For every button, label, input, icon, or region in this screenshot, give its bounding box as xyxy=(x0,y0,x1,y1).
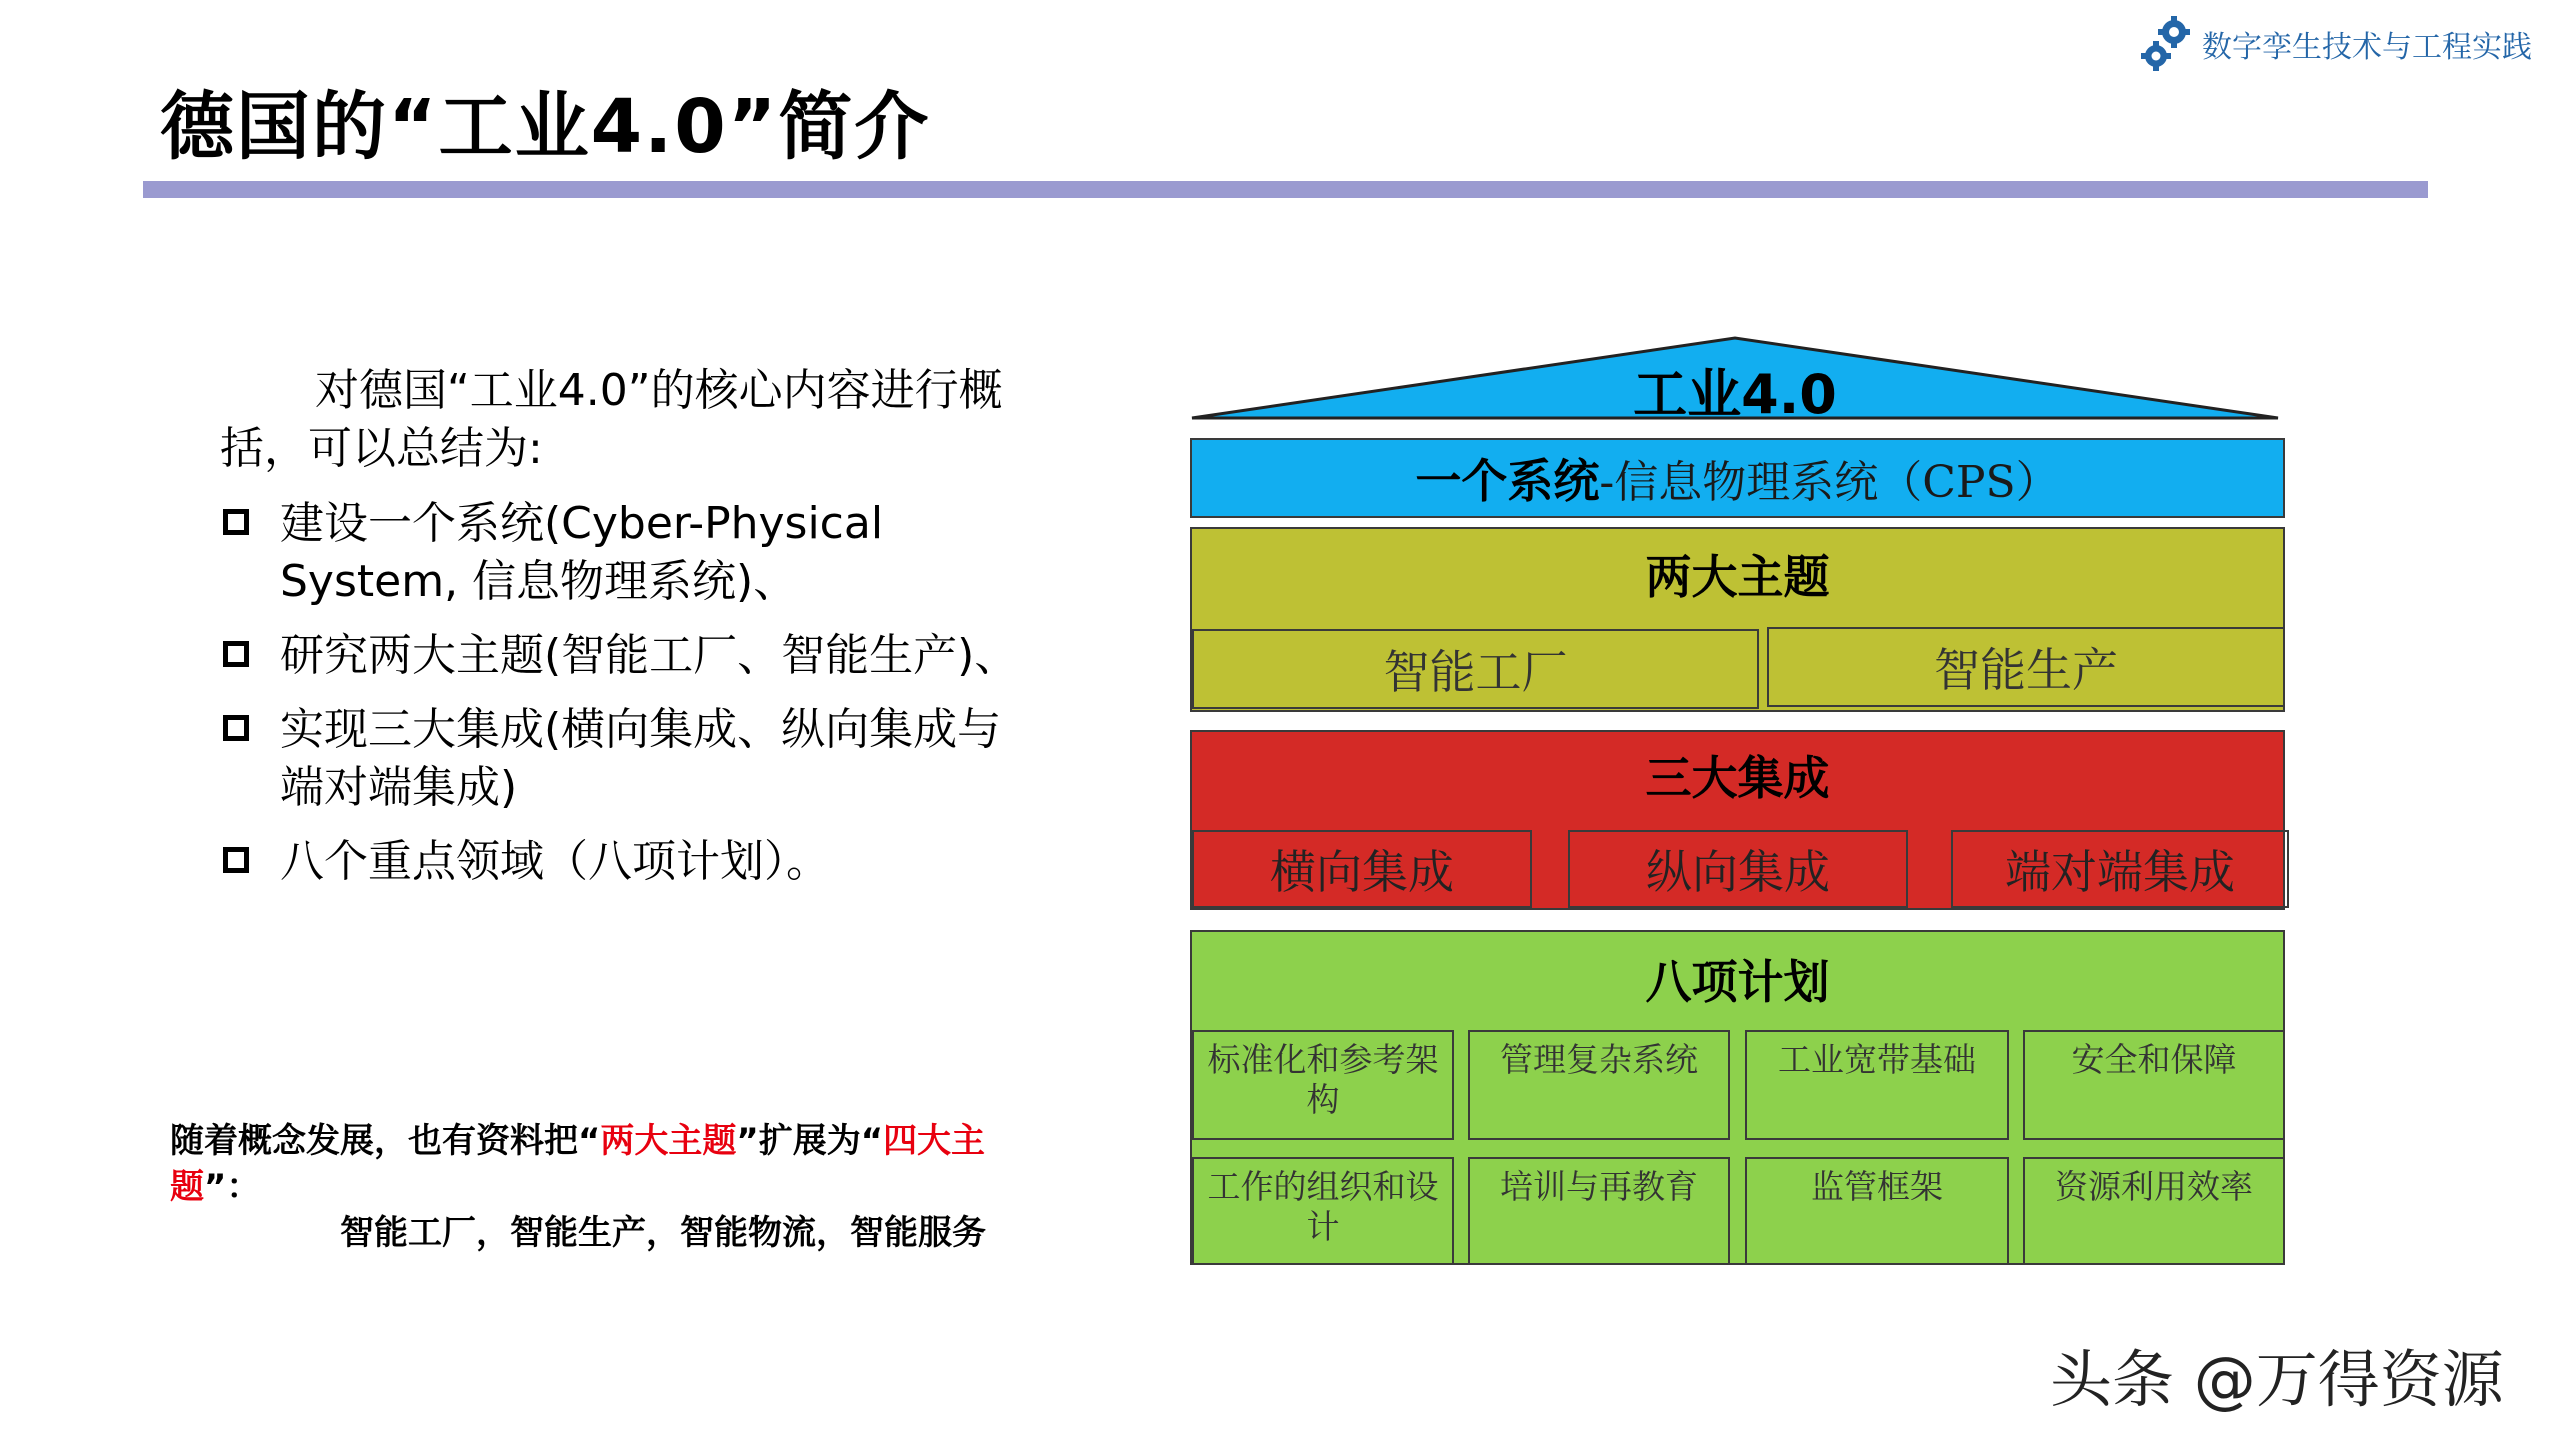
note-highlight: 两大主题 xyxy=(600,1121,737,1161)
note-line-1 xyxy=(170,1118,1040,1210)
bullet-text: 建设一个系统(Cyber-Physical System, 信息物理系统)、 xyxy=(280,498,884,607)
square-bullet-icon xyxy=(223,509,249,535)
themes-title: 两大主题 xyxy=(1645,550,1830,604)
plan-item: 标准化和参考架构 xyxy=(1192,1030,1454,1140)
roof-label: 工业4.0 xyxy=(1633,363,1837,426)
brand-name: 数字孪生技术与工程实践 xyxy=(2202,30,2532,65)
theme-item: 智能工厂 xyxy=(1192,629,1759,709)
note-part: 随着概念发展，也有资料把“ xyxy=(170,1121,601,1161)
square-bullet-icon xyxy=(223,641,249,667)
intro-text: 对德国“工业4.0”的核心内容进行概括，可以总结为: xyxy=(220,365,1003,474)
bullet-item xyxy=(220,495,1040,611)
square-bullet-icon xyxy=(223,715,249,741)
cps-subtitle: -信息物理系统（CPS） xyxy=(1599,457,2060,508)
bullet-list xyxy=(220,495,1040,907)
note-highlight: 四大主题 xyxy=(170,1121,986,1207)
gears-icon xyxy=(2140,14,2194,74)
note-part: ”扩展为“ xyxy=(736,1121,884,1161)
theme-item: 智能生产 xyxy=(1767,627,2285,707)
square-bullet-icon xyxy=(223,847,249,873)
bullet-item xyxy=(220,627,1040,685)
plan-item: 工作的组织和设计 xyxy=(1192,1157,1454,1265)
plan-item: 管理复杂系统 xyxy=(1468,1030,1730,1140)
integrations-title: 三大集成 xyxy=(1645,751,1830,805)
cps-tier xyxy=(1190,438,2285,518)
watermark: 头条 @万得资源 xyxy=(2050,1343,2504,1416)
bullet-text: 实现三大集成(横向集成、纵向集成与端对端集成) xyxy=(280,704,1002,813)
note-line-2: 智能工厂，智能生产，智能物流，智能服务 xyxy=(340,1213,986,1253)
bullet-text: 八个重点领域（八项计划）。 xyxy=(280,836,830,887)
bullet-item xyxy=(220,701,1040,817)
integrations-tier xyxy=(1190,730,2285,910)
note-text xyxy=(170,1118,1040,1256)
integration-item: 端对端集成 xyxy=(1951,830,2289,908)
plan-item: 监管框架 xyxy=(1745,1157,2009,1265)
integration-item: 横向集成 xyxy=(1192,830,1532,908)
plan-item: 资源利用效率 xyxy=(2023,1157,2285,1265)
cps-title: 一个系统 xyxy=(1415,454,1600,508)
note-part: ”： xyxy=(204,1167,261,1207)
bullet-item xyxy=(220,833,1040,891)
plan-tier xyxy=(1190,930,2285,1265)
page-title: 德国的“工业4.0”简介 xyxy=(160,84,931,170)
plan-title: 八项计划 xyxy=(1645,955,1830,1009)
integration-item: 纵向集成 xyxy=(1568,830,1908,908)
title-divider xyxy=(143,181,2428,198)
plan-item: 培训与再教育 xyxy=(1468,1157,1730,1265)
plan-item: 工业宽带基础 xyxy=(1745,1030,2009,1140)
brand-logo xyxy=(2140,14,2532,74)
bullet-text: 研究两大主题(智能工厂、智能生产)、 xyxy=(280,630,1019,681)
themes-tier xyxy=(1190,527,2285,712)
plan-item: 安全和保障 xyxy=(2023,1030,2285,1140)
